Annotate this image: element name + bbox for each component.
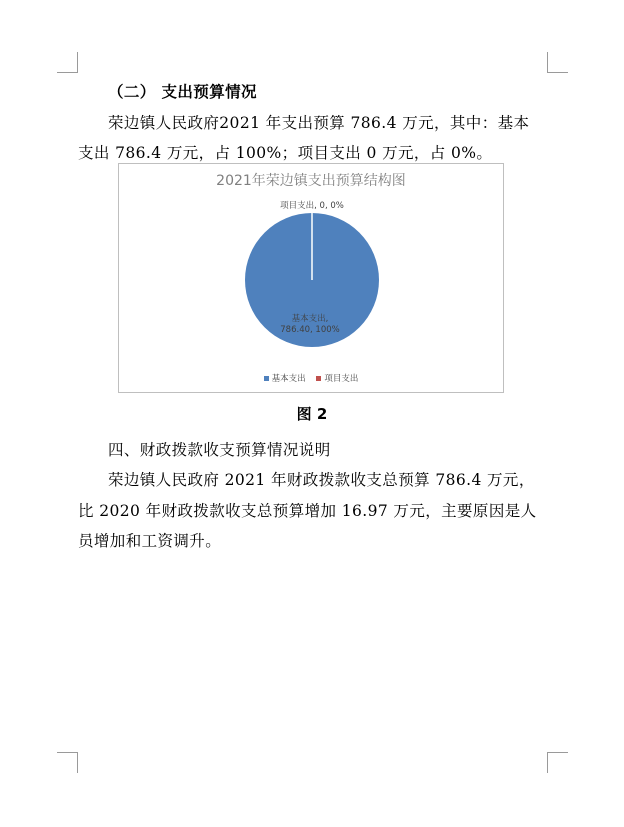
legend-swatch-project — [316, 376, 321, 381]
section-4-heading: 四、财政拨款收支预算情况说明 — [108, 441, 331, 459]
paragraph-1-line-1: 荣边镇人民政府2021 年支出预算 786.4 万元，其中：基本 — [108, 114, 530, 132]
paragraph-2-line-2: 比 2020 年财政拨款收支总预算增加 16.97 万元，主要原因是人 — [78, 502, 537, 520]
data-label-basic-line-2: 786.40, 100% — [280, 325, 340, 335]
crop-mark-bottom-right — [547, 752, 568, 773]
pie-chart — [118, 163, 504, 393]
crop-mark-bottom-left — [57, 752, 78, 773]
figure-caption: 图 2 — [296, 405, 328, 423]
pie-chart-svg — [119, 164, 503, 392]
paragraph-1-line-2: 支出 786.4 万元，占 100%；项目支出 0 万元，占 0%。 — [78, 144, 493, 162]
legend-item-basic — [264, 372, 306, 384]
crop-mark-top-left — [57, 52, 78, 73]
chart-title: 2021年荣边镇支出预算结构图 — [216, 173, 406, 189]
legend-label-project: 项目支出 — [324, 374, 359, 384]
legend-swatch-basic — [264, 376, 269, 381]
paragraph-2-line-3: 员增加和工资调升。 — [78, 532, 222, 550]
data-label-project: 项目支出, 0, 0% — [280, 201, 344, 211]
legend-item-project — [316, 372, 358, 384]
section-heading: （二） 支出预算情况 — [108, 83, 257, 101]
data-label-basic-line-1: 基本支出, — [291, 314, 329, 324]
crop-mark-top-right — [547, 52, 568, 73]
legend-label-basic: 基本支出 — [271, 374, 306, 384]
chart-legend — [119, 372, 503, 384]
paragraph-2-line-1: 荣边镇人民政府 2021 年财政拨款收支总预算 786.4 万元， — [108, 471, 535, 489]
